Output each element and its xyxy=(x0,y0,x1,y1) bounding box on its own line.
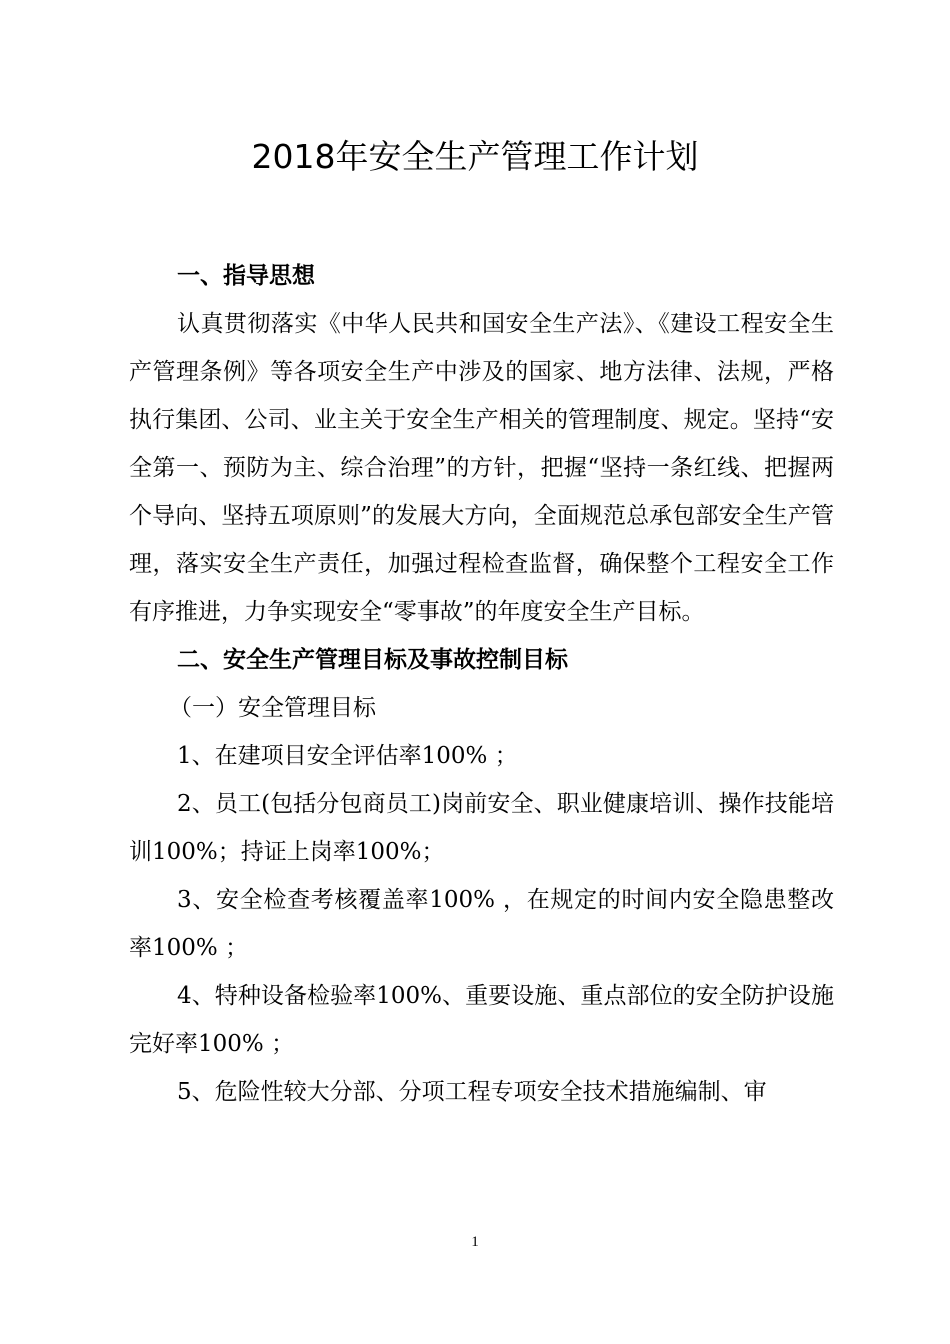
guiding-ideology-paragraph: 认真贯彻落实《中华人民共和国安全生产法》、《建设工程安全生产管理条例》等各项安全生产中涉及的国家、地方法律、法规，严格执行集团、公司、业主关于安全生产相关的管理制度、规定。坚持“安全第一、预防为主、综合治理”的方针，把握“坚持一条红线、把握两个导向、坚持五项原则”的发展大方向，全面规范总承包部安全生产管理，落实安全生产责任，加强过程检查监督，确保整个工程安全工作有序推进，力争实现安全“零事故”的年度安全生产目标。 xyxy=(129,311,834,625)
goal-item-4: 4、特种设备检验率100%、重要设施、重点部位的安全防护设施完好率100% ； xyxy=(129,983,834,1057)
section-heading-safety-goals: 二、安全生产管理目标及事故控制目标 xyxy=(177,647,568,673)
goal-item-5: 5、危险性较大分部、分项工程专项安全技术措施编制、审 xyxy=(177,1079,767,1105)
goal-item-3: 3、安全检查考核覆盖率100% ，在规定的时间内安全隐患整改率100% ； xyxy=(129,887,834,961)
document-title: 2018年安全生产管理工作计划 xyxy=(251,137,699,176)
goal-item-1: 1、在建项目安全评估率100% ； xyxy=(177,743,518,769)
goal-item-2: 2、员工(包括分包商员工)岗前安全、职业健康培训、操作技能培训100%；持证上岗率100%； xyxy=(129,791,834,865)
page-number: 1 xyxy=(471,1234,479,1250)
section-heading-guiding-ideology: 一、指导思想 xyxy=(177,263,315,289)
document-body xyxy=(129,252,834,1116)
subsection-heading-safety-management-goals: （一）安全管理目标 xyxy=(169,695,376,721)
